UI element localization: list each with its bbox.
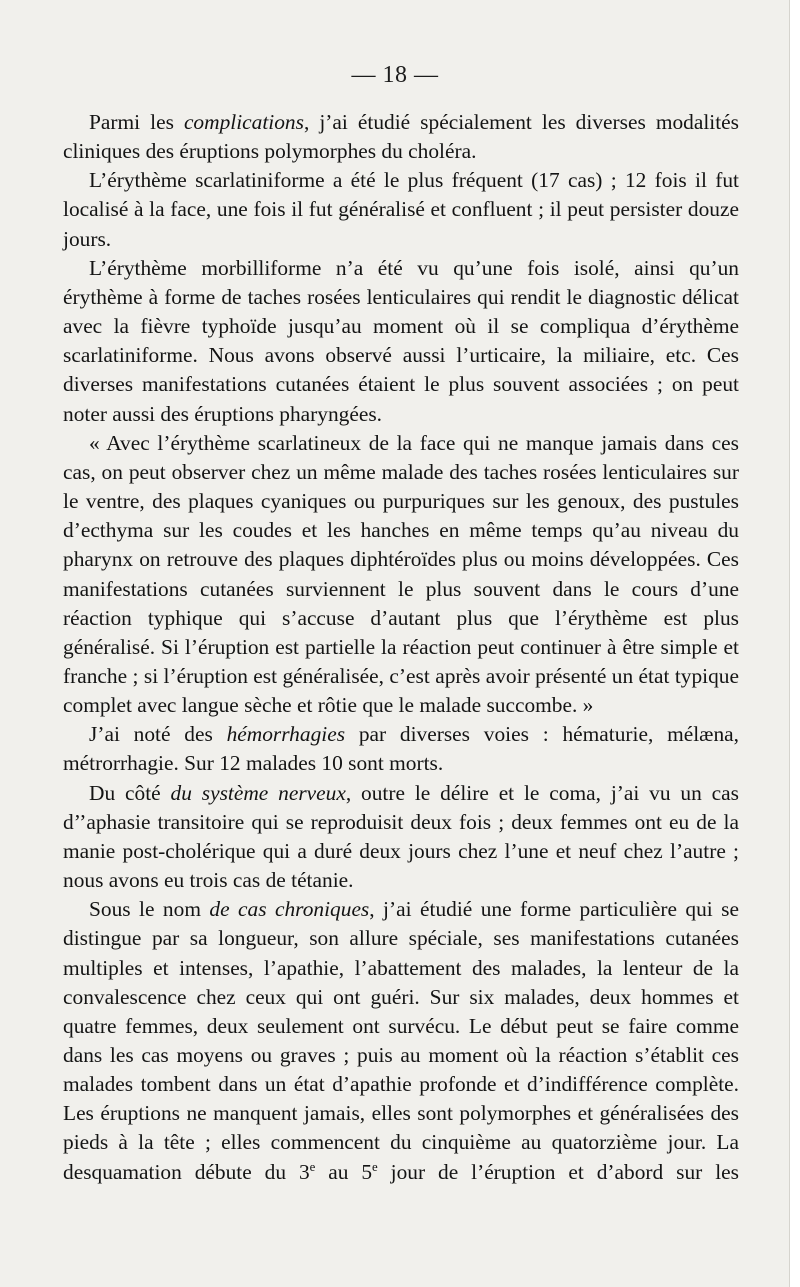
body-text [63, 108, 739, 1187]
paragraph-hemorrhagies [63, 720, 739, 778]
page-number: — 18 — [351, 62, 439, 88]
text-span: , j’ai étudié une forme particulière qui se distingue par sa longueur, son allure spéciale, ses manifestations cutanées multiples et intenses, l’apathie, l’abattement des malades, la lenteur de la convalescence chez ceux qui ont guéri. Sur six malades, deux hommes et quatre femmes, deux seulement ont survécu. Le début peut se faire comme dans les cas moyens ou graves ; puis au moment où la réaction s’établit ces malades tombent dans un état d’apathie profonde et d’indifférence complète. Les éruptions ne manquent jamais, elles sont polymorphes et généralisées des pieds à la tête ; elles commencent du cinquième au quatorzième jour. La desquamation débute du 3 [63, 897, 739, 1184]
italic-term: du système nerveux [170, 780, 346, 805]
paragraph-complications [63, 108, 739, 166]
text-span: « Avec l’érythème scarlatineux de la face qui ne manque jamais dans ces cas, on peut observer chez un même malade des taches rosées lenticulaires sur le ventre, des plaques cyaniques ou purpuriques sur les genoux, des pustules d’ecthyma sur les coudes et les hanches en même temps qu’au niveau du pharynx on retrouve des plaques diphtéroïdes plus ou moins développées. Ces manifestations cutanées surviennent le plus souvent dans le cours d’une réaction typhique qui s’accuse d’autant plus que l’érythème est plus généralisé. Si l’éruption est partielle la réaction peut continuer à être simple et franche ; si l’éruption est généralisée, c’est après avoir présenté un état typique complet avec langue sèche et rôtie que le malade succombe. » [63, 430, 739, 718]
paragraph-systeme-nerveux [63, 779, 739, 896]
text-span: Parmi les [89, 110, 184, 134]
text-span: par diverses voies : hématurie, mélæna, métrorrhagie. Sur 12 malades 10 sont morts. [63, 722, 739, 776]
text-span: J’ai noté des [89, 722, 227, 747]
paragraph-cas-chroniques [63, 895, 739, 1187]
text-span: jour de l’éruption et d’abord sur les [377, 1159, 739, 1184]
superscript: e [372, 1159, 378, 1174]
superscript: e [309, 1159, 316, 1174]
text-span: au 5 [315, 1159, 373, 1184]
paragraph-erytheme-scarlatiniforme [63, 166, 739, 253]
page-edge [790, 0, 800, 1287]
italic-term: de cas chroniques [209, 897, 370, 922]
text-span: L’érythème scarlatiniforme a été le plus fréquent (17 cas) ; 12 fois il fut localisé à la face, une fois il fut généralisé et confluent ; il peut persister douze jours. [63, 168, 739, 251]
text-span: , j’ai étudié spécialement les diverses modalités cliniques des éruptions polymorphes du choléra. [63, 110, 739, 164]
italic-term: complications [183, 110, 304, 134]
text-span: Du côté [89, 780, 171, 805]
italic-term: hémorrhagies [226, 722, 346, 747]
text-span: , outre le délire et le coma, j’ai vu un cas d’’aphasie transitoire qui se reproduisit deux fois ; deux femmes ont eu de la manie post-cholérique qui a duré deux jours chez l’une et neuf chez l’autre ; nous avons eu trois cas de tétanie. [63, 780, 739, 893]
paragraph-erytheme-morbilliforme [63, 254, 739, 429]
text-span: Sous le nom [89, 897, 210, 922]
paragraph-quotation [63, 429, 739, 721]
text-span: L’érythème morbilliforme n’a été vu qu’une fois isolé, ainsi qu’un érythème à forme de taches rosées lenticulaires qui rendit le diagnostic délicat avec la fièvre typhoïde jusqu’au moment où il se compliqua d’érythème scarlatiniforme. Nous avons observé aussi l’urticaire, la miliaire, etc. Ces diverses manifestations cutanées étaient le plus souvent associées ; on peut noter aussi des éruptions pharyngées. [63, 255, 739, 426]
